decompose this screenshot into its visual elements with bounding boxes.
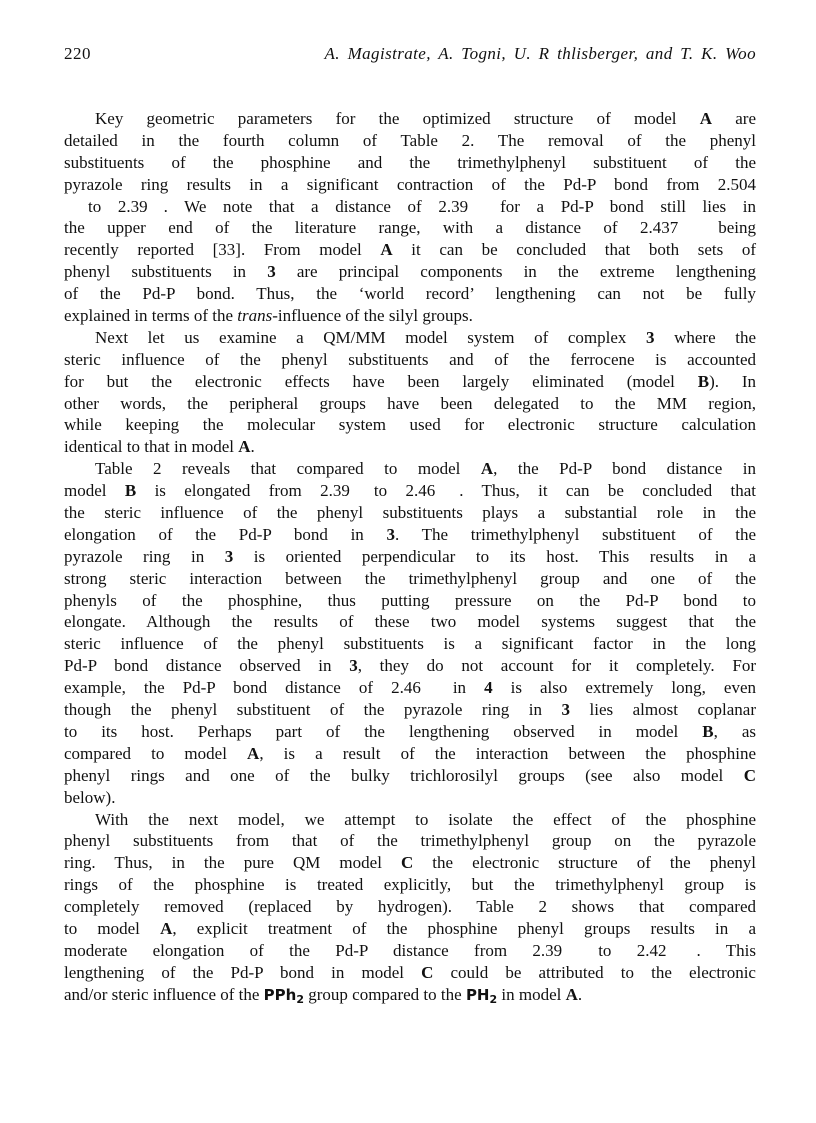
formula-subscript: 2 xyxy=(489,992,498,1006)
text-span: could be attributed to the electronic xyxy=(433,962,756,982)
text-span: . xyxy=(250,437,255,457)
model-label: A xyxy=(480,459,494,479)
text-line: the steric influence of the phenyl substituents plays a substantial role in the xyxy=(64,503,756,523)
text-span: -influence of the silyl groups. xyxy=(272,306,473,326)
model-label: A xyxy=(699,109,712,128)
text-span: Next let us examine a QM/MM model system of complex xyxy=(95,327,646,347)
text-span: , is a result of the interaction between the phosphine xyxy=(259,743,756,763)
text-span: , as xyxy=(713,721,756,741)
text-span: for a Pd-P bond still lies in xyxy=(500,196,756,216)
model-label: C xyxy=(421,962,434,982)
text-span: . Thus, it can be concluded that xyxy=(459,481,756,501)
text-line: other words, the peripheral groups have been delegated to the MM region, xyxy=(64,393,756,413)
text-line xyxy=(64,239,756,261)
text-line xyxy=(64,984,756,1006)
chemical-formula-ph2 xyxy=(466,986,497,1004)
text-line xyxy=(64,852,756,874)
compound-label: 4 xyxy=(484,678,493,698)
text-span: to model xyxy=(64,918,161,938)
text-span: to 2.46 xyxy=(373,481,436,501)
model-label: A xyxy=(565,984,578,1004)
text-line: completely removed (replaced by hydrogen). Table 2 shows that compared xyxy=(64,897,756,917)
text-span: ring. Thus, in the pure QM model xyxy=(64,853,401,873)
text-span: to 2.39 xyxy=(88,196,148,216)
text-span: Key geometric parameters for the optimized structure of model xyxy=(95,109,700,128)
text-line xyxy=(64,721,756,743)
model-label: A xyxy=(238,437,251,457)
text-line xyxy=(64,940,756,962)
compound-label: 3 xyxy=(386,524,395,544)
text-span: Pd-P bond distance observed in xyxy=(64,656,350,676)
text-line xyxy=(64,196,756,218)
text-line xyxy=(64,962,756,984)
text-span: , the Pd-P bond distance in xyxy=(493,459,757,479)
text-span: , they do not account for it completely. For xyxy=(357,656,756,676)
text-line xyxy=(64,677,756,699)
text-span: . The trimethylphenyl substituent of the xyxy=(395,524,757,544)
formula-base: PH xyxy=(465,985,490,1004)
text-span: and/or steric influence of the xyxy=(64,984,264,1004)
text-span: to 2.42 xyxy=(598,940,667,960)
text-span: ). In xyxy=(709,371,756,391)
text-line xyxy=(64,371,756,393)
text-line xyxy=(64,458,756,480)
model-label: B xyxy=(124,481,137,501)
text-span: are xyxy=(712,109,756,128)
text-line: detailed in the fourth column of Table 2. The removal of the phenyl xyxy=(64,130,756,150)
text-span: being xyxy=(718,218,756,238)
text-line xyxy=(64,546,756,568)
text-span: in xyxy=(452,678,485,698)
text-line xyxy=(64,261,756,283)
model-label: A xyxy=(247,743,260,763)
text-span: it can be concluded that both sets of xyxy=(392,240,756,260)
text-line xyxy=(64,480,756,502)
text-line xyxy=(64,655,756,677)
compound-label: 3 xyxy=(561,700,571,720)
model-label: B xyxy=(702,721,714,741)
compound-label: 3 xyxy=(267,262,276,282)
text-line: of the Pd-P bond. Thus, the ‘world record’ lengthening can not be fully xyxy=(64,284,756,304)
text-line: substituents of the phosphine and the trimethylphenyl substituent of the xyxy=(64,152,756,172)
text-span: phenyl rings and one of the bulky trichlorosilyl groups (see also model xyxy=(64,765,744,785)
text-span: explained in terms of the xyxy=(64,306,238,326)
text-span: elongation of the Pd-P bond in xyxy=(64,524,387,544)
text-span: where the xyxy=(654,327,756,347)
text-span: . We note that a distance of 2.39 xyxy=(163,196,469,216)
text-line xyxy=(64,699,756,721)
text-span: to its host. Perhaps part of the lengthening observed in model xyxy=(64,721,703,741)
running-head-authors: A. Magistrate, A. Togni, U. R thlisberger, and T. K. Woo xyxy=(324,44,756,63)
text-span: example, the Pd-P bond distance of 2.46 xyxy=(64,678,421,698)
text-span: . This xyxy=(696,940,756,960)
formula-subscript: 2 xyxy=(296,992,304,1006)
model-label: B xyxy=(697,371,710,391)
page-number: 220 xyxy=(64,44,91,63)
text-span: model xyxy=(64,481,125,501)
text-line xyxy=(64,217,756,239)
model-label: C xyxy=(400,853,414,873)
text-line xyxy=(64,108,756,130)
text-line: strong steric interaction between the trimethylphenyl group and one of the xyxy=(64,568,756,588)
text-span: compared to model xyxy=(64,743,248,763)
text-line: With the next model, we attempt to isolate the effect of the phosphine xyxy=(95,809,756,829)
running-header xyxy=(64,44,756,66)
text-line: below). xyxy=(64,787,116,807)
body-text xyxy=(64,108,756,1006)
chemical-formula-pph2 xyxy=(264,986,304,1004)
text-line: while keeping the molecular system used for electronic structure calculation xyxy=(64,415,756,435)
text-span: is oriented perpendicular to its host. This results in a xyxy=(233,546,756,566)
model-label: A xyxy=(160,918,173,938)
text-line xyxy=(64,918,756,940)
text-span: is also extremely long, even xyxy=(492,678,756,698)
text-span: identical to that in model xyxy=(64,437,239,457)
text-line xyxy=(64,327,756,349)
text-span: moderate elongation of the Pd-P distance from 2.39 xyxy=(64,940,563,960)
text-span: group compared to the xyxy=(304,984,466,1004)
text-span: Table 2 reveals that compared to model xyxy=(95,459,481,479)
text-span: phenyl substituents in xyxy=(64,262,268,282)
text-span: the electronic structure of the phenyl xyxy=(413,853,756,873)
text-line: phenyl substituents from that of the trimethylphenyl group on the pyrazole xyxy=(64,831,756,851)
text-span: though the phenyl substituent of the pyrazole ring in xyxy=(64,700,562,720)
text-line: phenyls of the phosphine, thus putting pressure on the Pd-P bond to xyxy=(64,590,756,610)
compound-label: 3 xyxy=(646,327,655,347)
formula-base: PPh xyxy=(263,985,297,1004)
text-span: lengthening of the Pd-P bond in model xyxy=(64,962,422,982)
text-span: is elongated from 2.39 xyxy=(136,481,350,501)
text-span: pyrazole ring in xyxy=(64,546,225,566)
italic-term: trans xyxy=(237,306,273,326)
text-span: the upper end of the literature range, with a distance of 2.437 xyxy=(64,218,679,238)
text-span: , explicit treatment of the phosphine phenyl groups results in a xyxy=(172,918,756,938)
text-span: . xyxy=(577,984,583,1004)
text-line xyxy=(64,436,756,458)
text-span: in model xyxy=(497,984,566,1004)
text-line xyxy=(64,765,756,787)
text-line: steric influence of the phenyl substituents and of the ferrocene is accounted xyxy=(64,349,756,369)
compound-label: 3 xyxy=(224,546,234,566)
text-line: elongate. Although the results of these two model systems suggest that the xyxy=(64,612,756,632)
text-line xyxy=(64,743,756,765)
text-line xyxy=(64,524,756,546)
text-line: rings of the phosphine is treated explicitly, but the trimethylphenyl group is xyxy=(64,875,756,895)
text-span: lies almost coplanar xyxy=(570,700,756,720)
model-label: A xyxy=(380,240,393,260)
text-span: are principal components in the extreme lengthening xyxy=(275,262,756,282)
text-span: recently reported [33]. From model xyxy=(64,240,381,260)
model-label: C xyxy=(743,765,756,785)
text-span: for but the electronic effects have been largely eliminated (model xyxy=(64,371,698,391)
text-line: steric influence of the phenyl substituents is a significant factor in the long xyxy=(64,634,756,654)
compound-label: 3 xyxy=(349,656,358,676)
text-line xyxy=(64,305,756,327)
text-line: pyrazole ring results in a significant contraction of the Pd-P bond from 2.504 xyxy=(64,174,756,194)
